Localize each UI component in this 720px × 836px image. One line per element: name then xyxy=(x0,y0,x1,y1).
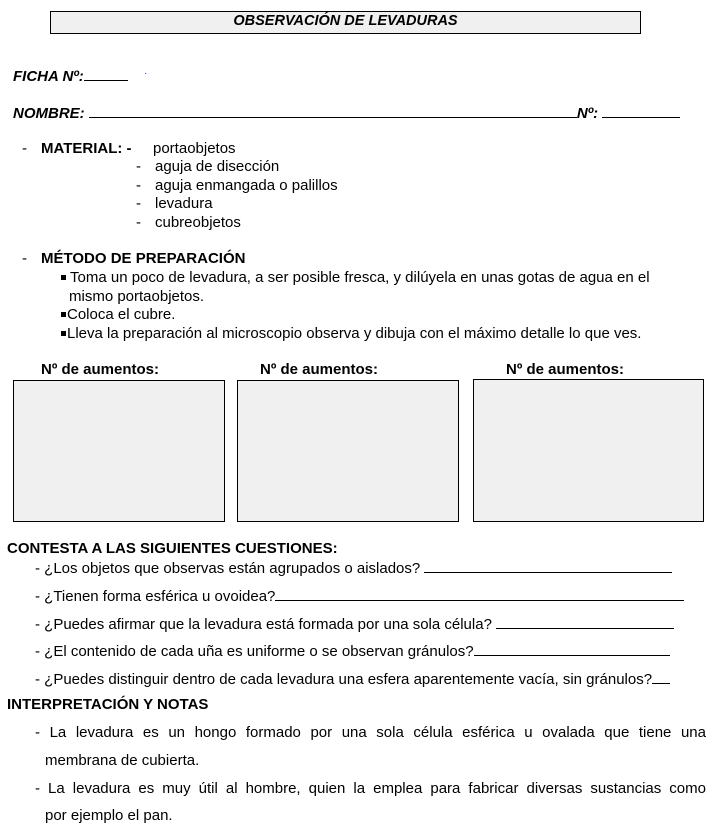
method-label: MÉTODO DE PREPARACIÓN xyxy=(41,250,246,267)
answer-line[interactable] xyxy=(474,641,670,656)
page-title: OBSERVACIÓN DE LEVADURAS xyxy=(50,11,641,34)
notes-heading: INTERPRETACIÓN Y NOTAS xyxy=(7,696,209,713)
drawing-box-3[interactable] xyxy=(473,379,704,522)
numero-label: Nº: xyxy=(576,105,599,122)
ficha-field xyxy=(13,66,128,85)
drawing-label: Nº de aumentos: xyxy=(260,361,378,378)
material-item: levadura xyxy=(155,195,213,212)
note-line: - La levadura es un hongo formado por una sola célula esférica u ovalada que tiene una xyxy=(35,724,706,741)
bullet-icon xyxy=(61,312,66,317)
nombre-label: NOMBRE: xyxy=(13,105,85,122)
ficha-input-line[interactable] xyxy=(84,66,128,81)
question-item: - ¿Los objetos que observas están agrupados o aislados? xyxy=(35,558,672,577)
material-item: portaobjetos xyxy=(153,140,236,157)
bullet-icon xyxy=(61,331,66,336)
method-step: Lleva la preparación al microscopio observa y dibuja con el máximo detalle lo que ves. xyxy=(61,325,641,342)
question-item: - ¿Tienen forma esférica u ovoidea? xyxy=(35,586,684,605)
numero-input-line[interactable] xyxy=(602,103,680,118)
method-step: Coloca el cubre. xyxy=(61,306,175,323)
note-line: - La levadura es muy útil al hombre, quien la emplea para fabricar diversas sustancias como xyxy=(35,780,706,797)
answer-line[interactable] xyxy=(652,669,670,684)
material-item-dash: - xyxy=(136,177,141,194)
material-item-dash: - xyxy=(136,214,141,231)
drawing-label: Nº de aumentos: xyxy=(506,361,624,378)
question-item: - ¿Puedes afirmar que la levadura está formada por una sola célula? xyxy=(35,614,674,633)
nombre-field xyxy=(13,103,693,122)
method-step: Toma un poco de levadura, a ser posible fresca, y dilúyela en unas gotas de agua en el xyxy=(61,269,720,286)
material-label: MATERIAL: - xyxy=(41,140,132,157)
material-item-dash: - xyxy=(136,158,141,175)
question-item: - ¿El contenido de cada uña es uniforme o se observan gránulos? xyxy=(35,641,670,660)
method-dash: - xyxy=(22,250,27,267)
material-item: aguja de disección xyxy=(155,158,280,175)
bullet-icon xyxy=(61,275,66,280)
drawing-label: Nº de aumentos: xyxy=(41,361,159,378)
note-line: membrana de cubierta. xyxy=(45,752,200,769)
answer-line[interactable] xyxy=(275,586,684,601)
material-item: cubreobjetos xyxy=(155,214,241,231)
nombre-input-line[interactable] xyxy=(89,103,577,118)
stray-dot: · xyxy=(144,68,148,79)
answer-line[interactable] xyxy=(424,558,672,573)
drawing-box-1[interactable] xyxy=(13,380,225,522)
question-item: - ¿Puedes distinguir dentro de cada levadura una esfera aparentemente vacía, sin gránulos? xyxy=(35,669,670,688)
ficha-label: FICHA Nº: xyxy=(13,68,84,85)
material-item: aguja enmangada o palillos xyxy=(155,177,338,194)
note-line: por ejemplo el pan. xyxy=(45,807,173,824)
answer-line[interactable] xyxy=(496,614,674,629)
drawing-box-2[interactable] xyxy=(237,380,459,522)
questions-heading: CONTESTA A LAS SIGUIENTES CUESTIONES: xyxy=(7,540,338,557)
material-item-dash: - xyxy=(136,195,141,212)
material-dash: - xyxy=(22,140,27,157)
method-step-continued: mismo portaobjetos. xyxy=(69,288,205,305)
